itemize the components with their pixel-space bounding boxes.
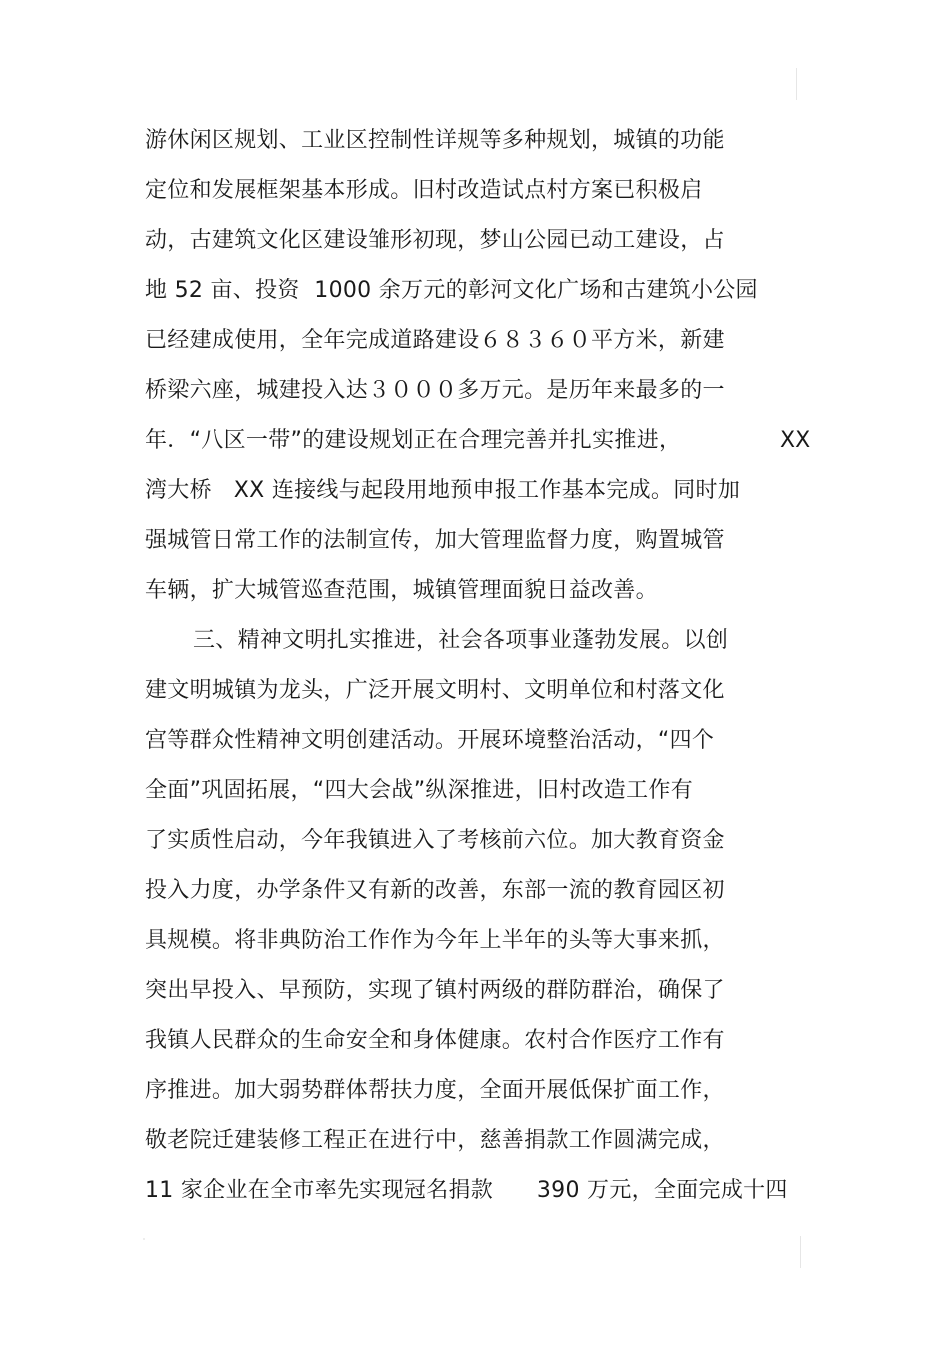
text-line-19: 我镇人民群众的生命安全和身体健康。农村合作医疗工作有	[145, 1028, 725, 1053]
text-line-20: 序推进。加大弱势群体帮扶力度，全面开展低保扩面工作，	[145, 1078, 725, 1103]
text-line-13: 宫等群众性精神文明创建活动。开展环境整治活动，“四个	[145, 728, 715, 753]
section-heading-line: 三、精神文明扎实推进，社会各项事业蓬勃发展。以创	[193, 628, 729, 653]
text-line-5: 已经建成使用，全年完成道路建设６８３６０平方米，新建	[145, 328, 725, 353]
text-line-2: 定位和发展框架基本形成。旧村改造试点村方案已积极启	[145, 178, 703, 203]
text-line-15: 了实质性启动，今年我镇进入了考核前六位。加大教育资金	[145, 828, 725, 853]
text-line-1: 游休闲区规划、工业区控制性详规等多种规划，城镇的功能	[145, 128, 725, 153]
text-line-18: 突出早投入、早预防，实现了镇村两级的群防群治，确保了	[145, 978, 725, 1003]
text-line-4: 地 52 亩、投资 1000 余万元的彰河文化广场和古建筑小公园	[145, 278, 758, 303]
text-line-16: 投入力度，办学条件又有新的改善，东部一流的教育园区初	[145, 878, 725, 903]
text-line-6: 桥梁六座，城建投入达３０００多万元。是历年来最多的一	[145, 378, 725, 403]
text-line-14: 全面”巩固拓展，“四大会战”纵深推进，旧村改造工作有	[145, 778, 693, 803]
text-line-7-right: XX	[780, 428, 811, 453]
top-margin-mark	[796, 68, 797, 100]
text-line-17: 具规模。将非典防治工作作为今年上半年的头等大事来抓，	[145, 928, 725, 953]
text-line-22: 11 家企业在全市率先实现冠名捐款 390 万元，全面完成十四	[145, 1178, 788, 1203]
text-line-10: 车辆，扩大城管巡查范围，城镇管理面貌日益改善。	[145, 578, 658, 603]
corner-mark	[143, 1238, 145, 1240]
text-line-8: 湾大桥 XX 连接线与起段用地预申报工作基本完成。同时加	[145, 478, 741, 503]
text-line-12: 建文明城镇为龙头，广泛开展文明村、文明单位和村落文化	[145, 678, 725, 703]
text-line-9: 强城管日常工作的法制宣传，加大管理监督力度，购置城管	[145, 528, 725, 553]
bottom-margin-mark	[800, 1236, 801, 1268]
text-line-21: 敬老院迁建装修工程正在进行中，慈善捐款工作圆满完成，	[145, 1128, 725, 1153]
text-line-7: 年．“八区一带”的建设规划正在合理完善并扎实推进，	[145, 428, 682, 453]
text-line-3: 动，古建筑文化区建设雏形初现，梦山公园已动工建设，占	[145, 228, 725, 253]
